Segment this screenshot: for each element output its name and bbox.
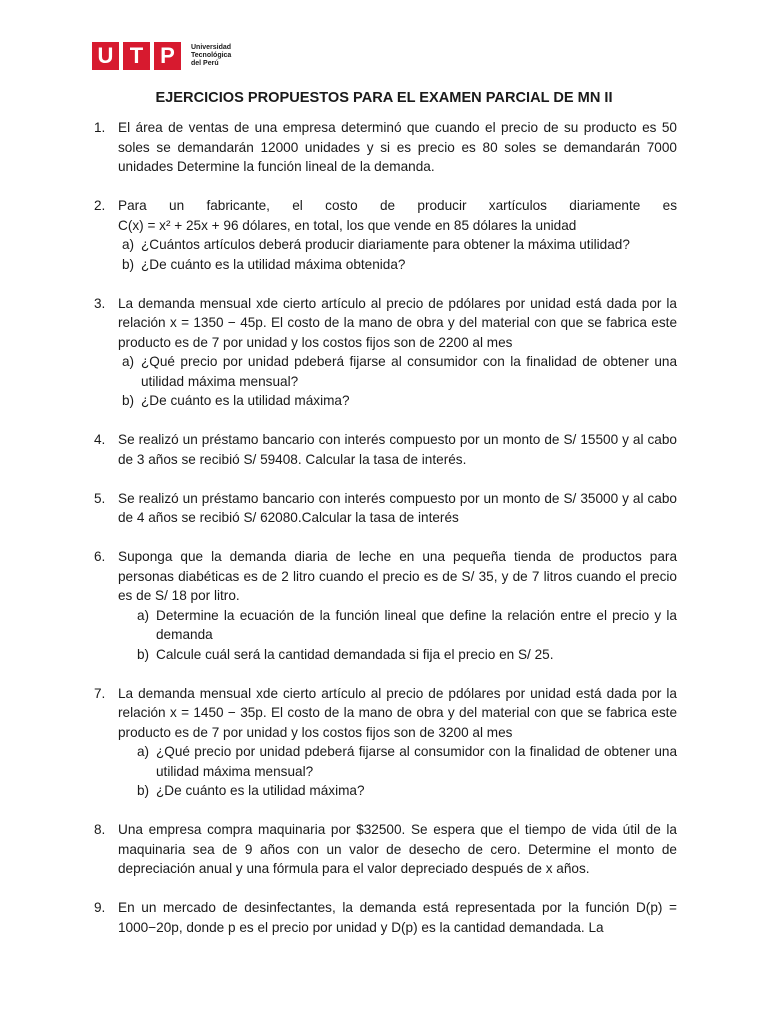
part-letter: b) (122, 393, 135, 408)
exercise-number: 9. (94, 900, 106, 915)
exercise-list (94, 118, 677, 937)
part-letter: a) (122, 354, 135, 369)
logo-letter-p: P (154, 42, 181, 70)
part-text: Determine la ecuación de la función lineal que define la relación entre el precio y la demanda (156, 607, 677, 642)
exercise-3-part-a (118, 352, 677, 391)
exercise-number: 1. (94, 120, 106, 135)
exercise-text: Suponga que la demanda diaria de leche en una pequeña tienda de productos para personas diabéticas es de 2 litro cuando el precio es de S/ 35, y de 7 litros cuando el precio es de S/ 18 por litro. (118, 549, 677, 603)
part-text: ¿De cuánto es la utilidad máxima? (141, 393, 350, 408)
page-title: EJERCICIOS PROPUESTOS PARA EL EXAMEN PARCIAL DE MN II (155, 90, 613, 106)
utp-logo (92, 42, 251, 70)
exercise-7-part-a (133, 742, 677, 781)
part-text: ¿De cuánto es la utilidad máxima? (156, 783, 365, 798)
exercise-number: 8. (94, 822, 106, 837)
exercise-number: 5. (94, 490, 106, 506)
part-letter: b) (137, 783, 150, 798)
exercise-5 (94, 489, 677, 528)
exercise-number: 3. (94, 295, 106, 311)
exercise-text: El área de ventas de una empresa determinó que cuando el precio de su producto es 50 soles se demandarán 12000 unidades y si es precio es 80 soles se demandarán 7000 unidades Determine la función lineal de la demanda. (118, 120, 677, 174)
part-text: ¿Cuántos artículos deberá producir diariamente para obtener la máxima utilidad? (141, 237, 630, 252)
part-text: ¿De cuánto es la utilidad máxima obtenida? (141, 256, 406, 272)
exercise-9 (94, 898, 677, 937)
logo-text-line: Tecnológica (191, 52, 232, 59)
part-letter: b) (122, 256, 135, 272)
part-letter: a) (122, 237, 135, 252)
part-text: ¿Qué precio por unidad pdeberá fijarse al consumidor con la finalidad de obtener una utilidad máxima mensual? (141, 354, 677, 389)
logo-letter-u: U (92, 42, 119, 70)
exercise-3-part-b (118, 391, 677, 411)
part-text: ¿Qué precio por unidad pdeberá fijarse al consumidor con la finalidad de obtener una utilidad máxima mensual? (156, 744, 677, 779)
logo-university-name (191, 44, 251, 68)
part-letter: b) (137, 646, 150, 662)
exercise-7-part-b (133, 781, 677, 801)
logo-text-line: del Perú (191, 60, 219, 67)
exercise-text: La demanda mensual xde cierto artículo al precio de pdólares por unidad está dada por la relación x = 1350 − 45p. El costo de la mano de obra y del material con que se fabrica este producto es de 7 por unidad y los costos fijos son de 2200 al mes (118, 295, 677, 350)
exercise-2-part-a (118, 235, 677, 255)
part-letter: a) (137, 607, 150, 623)
exercise-text: Se realizó un préstamo bancario con interés compuesto por un monto de S/ 35000 y al cabo de 4 años se recibió S/ 62080.Calcular la tasa de interés (118, 490, 677, 525)
exercise-6-part-b (133, 645, 677, 665)
exercise-number: 2. (94, 198, 106, 213)
exercise-6-part-a (133, 606, 677, 645)
exercise-text: La demanda mensual xde cierto artículo al precio de pdólares por unidad está dada por la relación x = 1450 − 35p. El costo de la mano de obra y del material con que se fabrica este producto es de 7 por unidad y los costos fijos son de 3200 al mes (118, 685, 677, 740)
exercise-4 (94, 430, 677, 469)
exercise-text-line1: Para un fabricante, el costo de producir xartículos diariamente es (118, 198, 677, 213)
exercise-7 (94, 684, 677, 743)
exercise-number: 6. (94, 549, 106, 564)
part-text: Calcule cuál será la cantidad demandada si fija el precio en S/ 25. (156, 646, 554, 662)
exercise-8 (94, 820, 677, 879)
exercise-number: 7. (94, 685, 106, 701)
exercise-6 (94, 547, 677, 606)
exercise-1 (94, 118, 677, 177)
exercise-number: 4. (94, 432, 106, 447)
exercise-text: Se realizó un préstamo bancario con interés compuesto por un monto de S/ 15500 y al cabo de 3 años se recibió S/ 59408. Calcular la tasa de interés. (118, 432, 677, 467)
exercise-text-line2: C(x) = x² + 25x + 96 dólares, en total, los que vende en 85 dólares la unidad (118, 217, 577, 233)
logo-text-line: Universidad (191, 44, 232, 51)
exercise-text: Una empresa compra maquinaria por $32500. Se espera que el tiempo de vida útil de la maquinaria sea de 9 años con un valor de desecho de cero. Determine el monto de depreciación anual y una fórmula para el valor depreciado después de x años. (118, 822, 677, 876)
exercise-text: En un mercado de desinfectantes, la demanda está representada por la función D(p) = 1000−20p, donde p es el precio por unidad y D(p) es la cantidad demandada. La (118, 900, 677, 935)
exercise-2 (94, 196, 677, 235)
logo-letter-t: T (123, 42, 150, 70)
part-letter: a) (137, 744, 150, 759)
exercise-2-part-b (118, 255, 677, 275)
exercise-3 (94, 294, 677, 353)
